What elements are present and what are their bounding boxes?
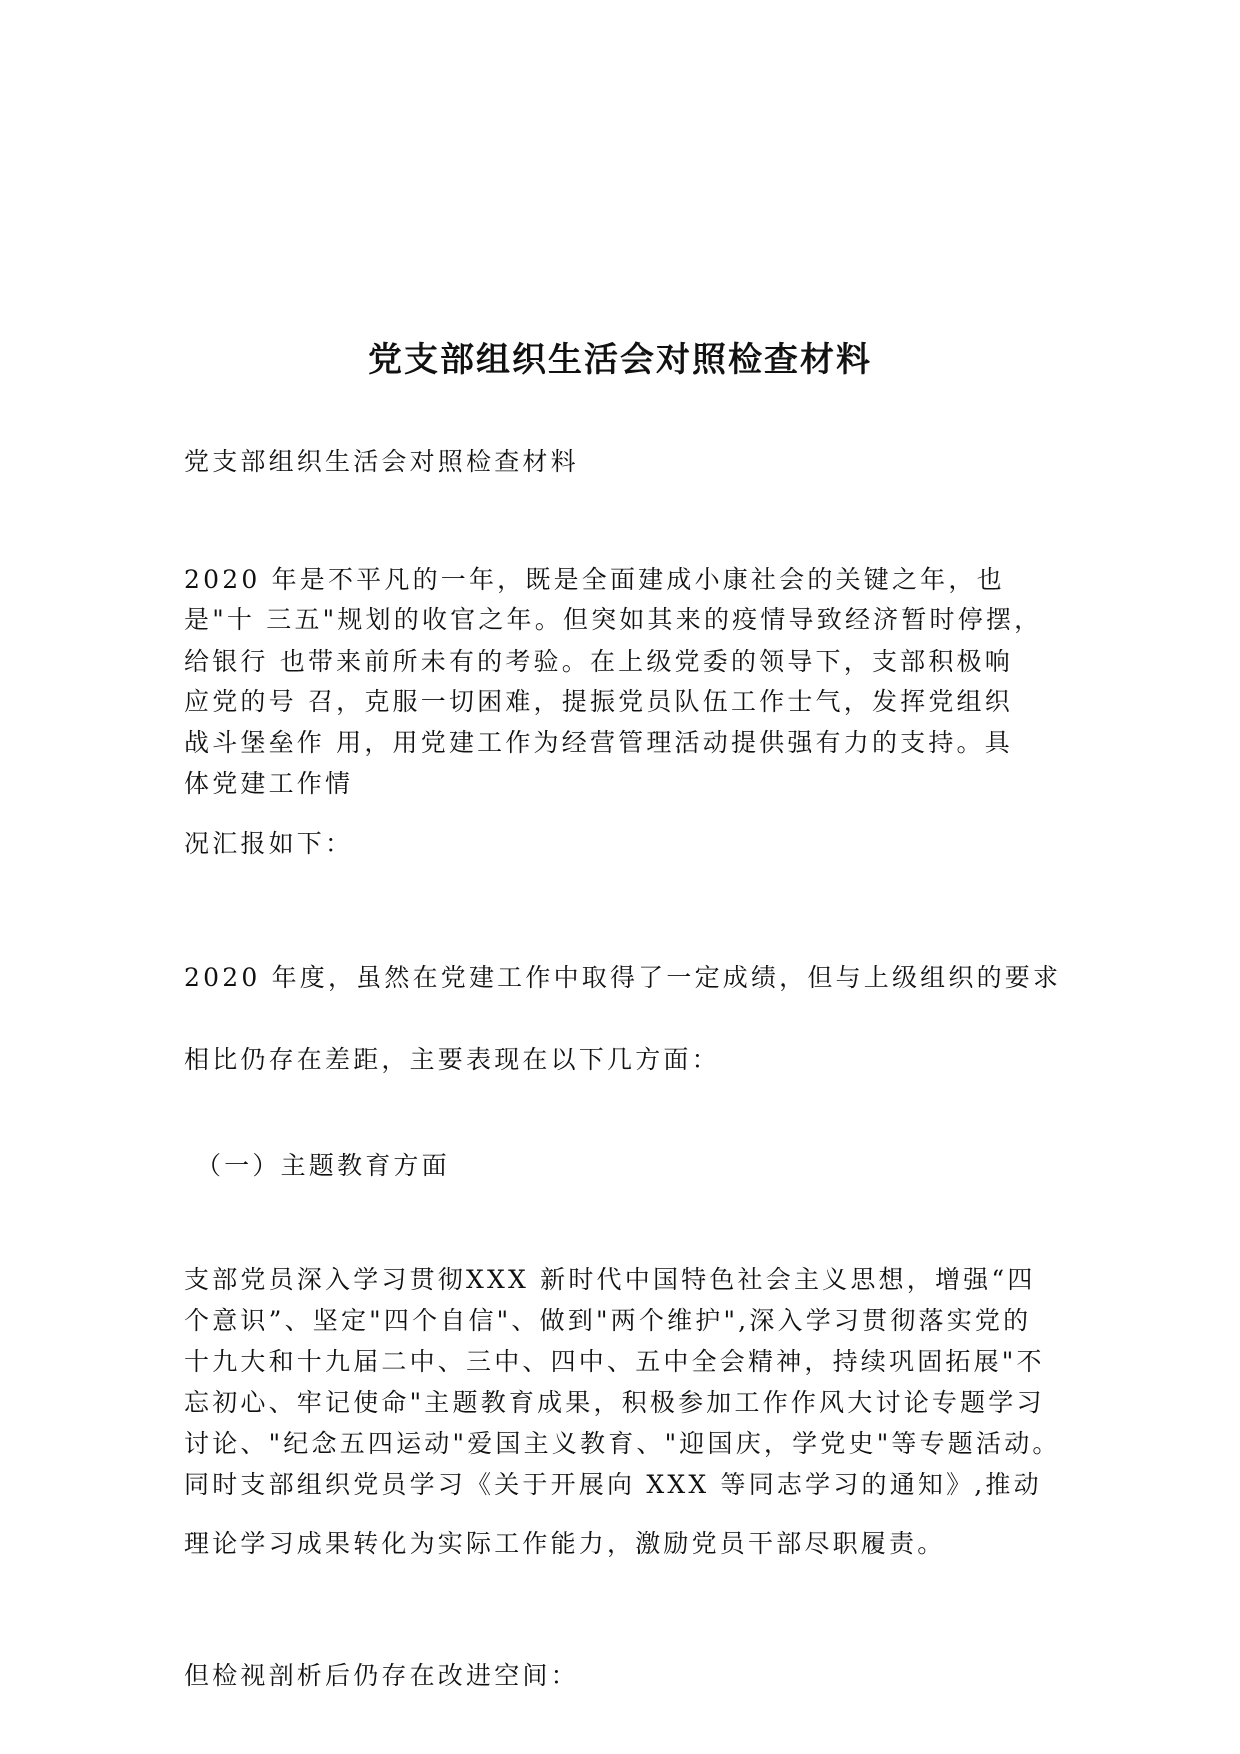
paragraph-3-line-6: 同时支部组织党员学习《关于开展向 XXX 等同志学习的通知》,推动 xyxy=(184,1470,1042,1499)
paragraph-1-line-1: 2020 年是不平凡的一年，既是全面建成小康社会的关键之年，也 xyxy=(184,565,1005,594)
paragraph-1-tail: 况汇报如下： xyxy=(184,829,354,858)
paragraph-4: 但检视剖析后仍存在改进空间： xyxy=(184,1661,579,1690)
paragraph-3-line-3: 十九大和十九届二中、三中、四中、五中全会精神，持续巩固拓展"不 xyxy=(184,1347,1045,1376)
paragraph-1-line-6: 体党建工作情 xyxy=(184,769,354,798)
paragraph-3-tail: 理论学习成果转化为实际工作能力，激励党员干部尽职履责。 xyxy=(184,1529,946,1558)
document-subtitle: 党支部组织生活会对照检查材料 xyxy=(184,447,579,476)
section-1-heading: （一）主题教育方面 xyxy=(196,1151,450,1180)
paragraph-1-line-4: 应党的号 召，克服一切困难，提振党员队伍工作士气，发挥党组织 xyxy=(184,687,1013,716)
paragraph-3-line-1: 支部党员深入学习贯彻XXX 新时代中国特色社会主义思想，增强“四 xyxy=(184,1265,1036,1294)
document-title: 党支部组织生活会对照检查材料 xyxy=(368,340,872,380)
paragraph-3-line-5: 讨论、"纪念五四运动"爱国主义教育、"迎国庆，学党史"等专题活动。 xyxy=(184,1429,1061,1458)
paragraph-2-line-1: 2020 年度，虽然在党建工作中取得了一定成绩，但与上级组织的要求 xyxy=(184,963,1062,992)
paragraph-3-line-2: 个意识”、坚定"四个自信"、做到"两个维护",深入学习贯彻落实党的 xyxy=(184,1306,1032,1335)
paragraph-2-line-2: 相比仍存在差距，主要表现在以下几方面： xyxy=(184,1045,720,1074)
paragraph-3-line-4: 忘初心、牢记使命"主题教育成果，积极参加工作作风大讨论专题学习 xyxy=(184,1388,1045,1417)
paragraph-1-line-2: 是"十 三五"规划的收官之年。但突如其来的疫情导致经济暂时停摆， xyxy=(184,605,1043,634)
paragraph-1-line-3: 给银行 也带来前所未有的考验。在上级党委的领导下，支部积极响 xyxy=(184,647,1013,676)
paragraph-1-line-5: 战斗堡垒作 用，用党建工作为经营管理活动提供强有力的支持。具 xyxy=(184,728,1013,757)
